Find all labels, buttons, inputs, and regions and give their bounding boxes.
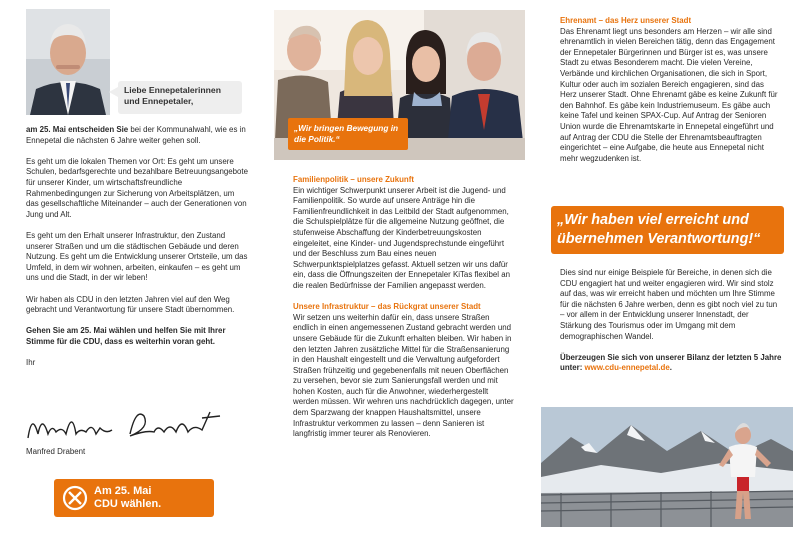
volunteer-column <box>560 16 782 164</box>
infrastructure-paragraph: Es geht um den Erhalt unserer Infrastruktur, den Zustand unserer Straßen und um die städtischen Gebäude und deren Nutzung. Es geht um die Entwicklung unserer Ortsteile, um das Umfeld, in dem wir wohnen, arbeiten, einkaufen – es geht um uns und die Stadt, in der wir leben! <box>26 230 248 283</box>
topics-paragraph: Es geht um die lokalen Themen vor Ort: Es geht um unsere Schulen, bedarfsgerechte und bezahlbare Betreuungsangebote für unserer Kinder, um wirtschaftsfreundliche Rahmenbedingungen zur Sicherung von Arbeitsplätzen, um das gesellschaftliche Miteinander – auch der Generationen von Jung und Alt. <box>26 156 248 219</box>
vote-line-2: CDU wählen. <box>94 498 162 510</box>
policy-column <box>293 175 515 440</box>
intro-column <box>26 125 248 379</box>
call-to-vote: Gehen Sie am 25. Mai wählen und helfen Sie mit Ihrer Stimme für die CDU, dass es weiterhin voran geht. <box>26 326 226 346</box>
portrait-photo <box>26 9 110 115</box>
signer-name: Manfred Drabent <box>26 447 86 456</box>
website-callout-text: Überzeugen Sie sich von unserer Bilanz der letzten 5 Jahre unter: <box>560 352 782 373</box>
website-callout-end: . <box>669 363 672 373</box>
infrastructure-heading: Unsere Infrastruktur – das Rückgrat unserer Stadt <box>293 302 481 312</box>
big-quote: „Wir haben viel erreicht und übernehmen Verantwortung!“ <box>551 206 784 254</box>
photo-quote: „Wir bringen Bewegung in die Politik.“ <box>288 118 408 150</box>
vote-text <box>94 485 210 511</box>
vote-line-1: Am 25. Mai <box>94 485 152 497</box>
intro-paragraph <box>26 125 248 146</box>
vote-box <box>54 479 214 517</box>
website-callout <box>560 353 782 374</box>
ballot-cross-icon <box>60 483 90 513</box>
greeting-bubble: Liebe Ennepetalerinnen und Ennepetaler, <box>118 81 242 114</box>
family-text: Ein wichtiger Schwerpunkt unserer Arbeit ist die Jugend- und Familienpolitik. So wurde auf unsere Anträge hin die Familienfreundlichkeit in das Leitbild der Stadt aufgenommen, die Schulspielplätze für die allgemeine Nutzung geöffnet, die stufenweise Abschaffung der Kinderbetreuungskosten eingeleitet, eine Kinder- und Jugendsprechstunde eingeführt und der Beschluss zum Bau eines neuen Schwerpunktspielplatzes gefasst. Aktuell setzen wir uns dafür ein, dass die Öffnungszeiten der Ennepetaler KiTas flexibel an die realen Bedürfnisse der Familien angepasst werden. <box>293 185 510 290</box>
family-heading: Familienpolitik – unsere Zukunft <box>293 175 415 184</box>
summary-text: Dies sind nur einige Beispiele für Bereiche, in denen sich die CDU engagiert hat und weiter engagieren wird. Wir sind stolz auf das, was wir erreicht haben und möchten um Ihre Stimme für die nächsten 6 Jahre werben, denn es gibt noch viel zu tun – vor allem in der Entwicklung unserer Innenstadt, der Stärkung des Tourismus oder im Umgang mit dem demographischen Wandel. <box>560 268 778 341</box>
intro-bold: am 25. Mai entscheiden Sie <box>26 125 129 134</box>
intro-rest: bei der Kommunalwahl, wie es in Ennepetal die nächsten 6 Jahre weiter gehen soll. <box>26 125 246 145</box>
infrastructure-text: Wir setzen uns weiterhin dafür ein, dass unsere Straßen endlich in einen angemessenen Zustand gebracht werden und unsere Gebäude für die Zukunft erhalten bleiben. Wir haben in den letzten Jahren zusätzliche Mittel für die Straßensanierung in den Haushalt eingestellt und die Verwaltung aufgefordert Straßen frühzeitig und gegebenenfalls mit neuen Oberflächen zu versehen, bevor sie zum Sanierungsfall werden und mit hohen Kosten, auch für die Anwohner, wiederhergestellt werden müssen. Wir wehren uns nachdrücklich dagegen, unter dem Sparzwang der knappen Haushaltsmittel, unsere Infrastruktur verkommen zu lassen – denn Sanieren ist langfristig immer teurer als Renovieren. <box>293 312 514 439</box>
volunteer-heading: Ehrenamt – das Herz unserer Stadt <box>560 16 692 25</box>
mountain-photo <box>541 407 793 527</box>
volunteer-text: Das Ehrenamt liegt uns besonders am Herzen – wir alle sind ehrenamtlich in vielen Bereichen tätig, denn das Engagement der Ennepetaler Bürgerinnen und Bürger ist es, was unsere Stadt zu etwas Besonderem macht. Die vielen Vereine, Verbände und kirchlichen Organisationen, die sich in Sport, Kultur oder auch im sozialen Bereich engagieren, sind das Herz unserer Stadt. Ohne Ehrenamt gäbe es keine Zukunft für den Bahnhof. Es gäbe kein Industriemuseum. Es gäbe auch keine Tafel und keinen SPAX-Cup. Auf Antrag der Senioren Union wurde die Ehrenamtskarte in Ennepetal eingeführt und auf Antrag der CDU die Stelle der Ehrenamtsbeauftragten eingerichtet – eine Aufgabe, die heute aus Ennepetal nicht mehr wegzudenken ist. <box>560 26 778 163</box>
cdu-paragraph: Wir haben als CDU in den letzten Jahren viel auf den Weg gebracht und Verantwortung für unsere Stadt übernommen. <box>26 294 235 315</box>
summary-column <box>560 268 782 385</box>
closing-text: Ihr <box>26 358 36 368</box>
website-link[interactable]: www.cdu-ennepetal.de <box>584 363 670 373</box>
handwritten-signature <box>26 404 226 446</box>
